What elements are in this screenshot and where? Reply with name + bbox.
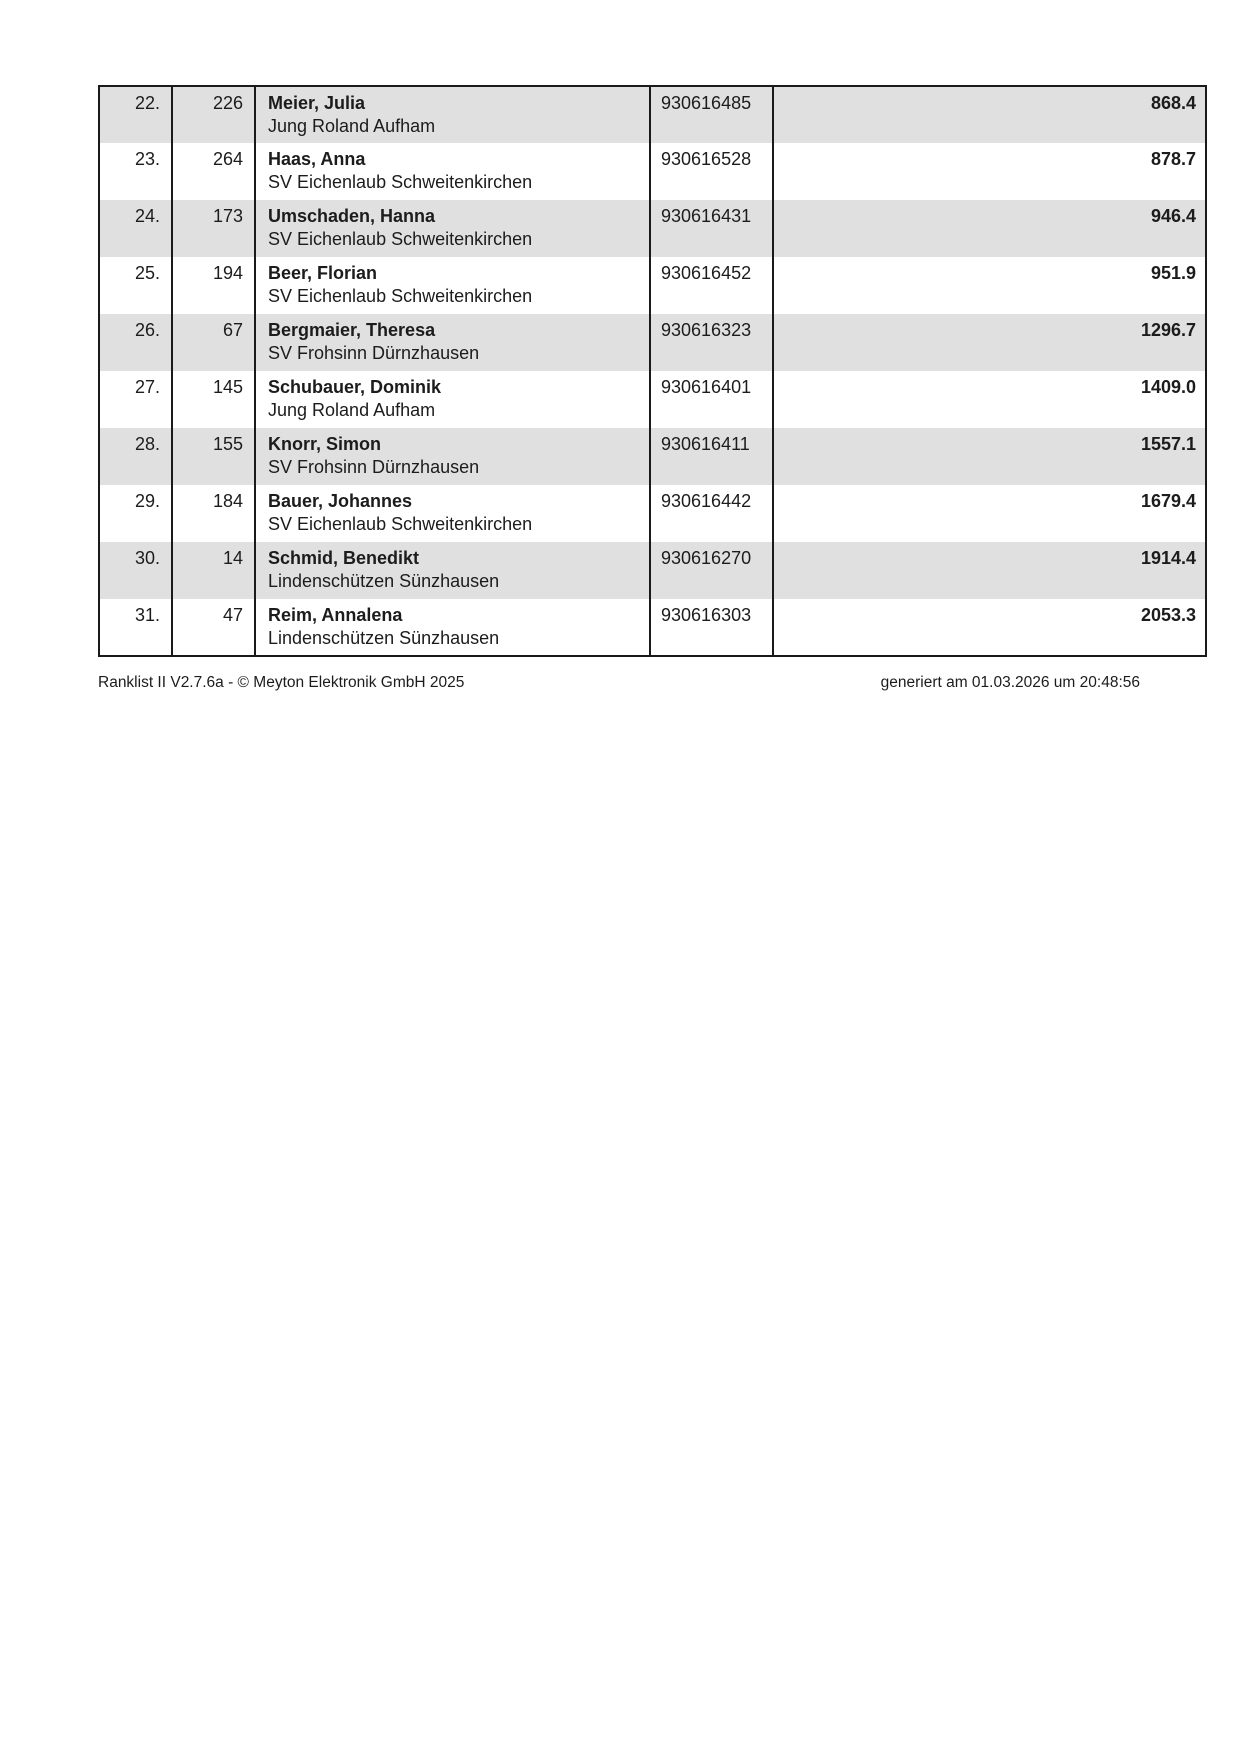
score-cell: 868.4 [773, 86, 1206, 143]
table-row [99, 314, 1206, 371]
score-cell: 946.4 [773, 200, 1206, 257]
ranklist-body [99, 86, 1206, 656]
table-row [99, 542, 1206, 599]
start-number-cell: 155 [172, 428, 255, 485]
rank-cell: 26. [99, 314, 172, 371]
pass-number-cell: 930616485 [650, 86, 773, 143]
club-name: Lindenschützen Sünzhausen [268, 628, 500, 648]
shooter-name: Meier, Julia [268, 93, 366, 113]
rank-cell: 24. [99, 200, 172, 257]
pass-number-cell: 930616442 [650, 485, 773, 542]
shooter-cell [255, 371, 650, 428]
start-number-cell: 67 [172, 314, 255, 371]
club-name: Jung Roland Aufham [268, 116, 436, 136]
club-name: SV Eichenlaub Schweitenkirchen [268, 229, 533, 249]
footer-version-text: Ranklist II V2.7.6a - © Meyton Elektronik GmbH 2025 [98, 674, 465, 691]
shooter-name: Reim, Annalena [268, 605, 403, 625]
shooter-cell [255, 485, 650, 542]
shooter-cell [255, 542, 650, 599]
pass-number-cell: 930616528 [650, 143, 773, 200]
start-number-cell: 226 [172, 86, 255, 143]
pass-number-cell: 930616270 [650, 542, 773, 599]
rank-cell: 22. [99, 86, 172, 143]
footer-generated-text: generiert am 01.03.2026 um 20:48:56 [880, 674, 1140, 691]
table-row [99, 485, 1206, 542]
club-name: SV Frohsinn Dürnzhausen [268, 343, 480, 363]
rank-cell: 28. [99, 428, 172, 485]
shooter-cell [255, 143, 650, 200]
shooter-cell [255, 200, 650, 257]
shooter-name: Haas, Anna [268, 149, 366, 169]
shooter-name: Bauer, Johannes [268, 491, 413, 511]
pass-number-cell: 930616452 [650, 257, 773, 314]
ranklist-table [98, 85, 1207, 657]
table-row [99, 599, 1206, 656]
score-cell: 1296.7 [773, 314, 1206, 371]
pass-number-cell: 930616323 [650, 314, 773, 371]
start-number-cell: 173 [172, 200, 255, 257]
rank-cell: 29. [99, 485, 172, 542]
score-cell: 1557.1 [773, 428, 1206, 485]
table-row [99, 257, 1206, 314]
start-number-cell: 145 [172, 371, 255, 428]
table-row [99, 371, 1206, 428]
start-number-cell: 264 [172, 143, 255, 200]
shooter-name: Beer, Florian [268, 263, 378, 283]
table-row [99, 428, 1206, 485]
pass-number-cell: 930616303 [650, 599, 773, 656]
table-row [99, 143, 1206, 200]
club-name: Jung Roland Aufham [268, 400, 436, 420]
page-footer [98, 674, 1140, 692]
rank-cell: 31. [99, 599, 172, 656]
start-number-cell: 194 [172, 257, 255, 314]
rank-cell: 27. [99, 371, 172, 428]
shooter-cell [255, 257, 650, 314]
pass-number-cell: 930616411 [650, 428, 773, 485]
table-row [99, 86, 1206, 143]
shooter-cell [255, 428, 650, 485]
shooter-cell [255, 86, 650, 143]
club-name: SV Eichenlaub Schweitenkirchen [268, 172, 533, 192]
club-name: SV Frohsinn Dürnzhausen [268, 457, 480, 477]
club-name: Lindenschützen Sünzhausen [268, 571, 500, 591]
shooter-name: Schmid, Benedikt [268, 548, 420, 568]
club-name: SV Eichenlaub Schweitenkirchen [268, 286, 533, 306]
score-cell: 2053.3 [773, 599, 1206, 656]
pass-number-cell: 930616431 [650, 200, 773, 257]
score-cell: 951.9 [773, 257, 1206, 314]
shooter-cell [255, 314, 650, 371]
rank-cell: 23. [99, 143, 172, 200]
shooter-name: Schubauer, Dominik [268, 377, 442, 397]
table-row [99, 200, 1206, 257]
start-number-cell: 184 [172, 485, 255, 542]
rank-cell: 30. [99, 542, 172, 599]
score-cell: 878.7 [773, 143, 1206, 200]
start-number-cell: 47 [172, 599, 255, 656]
pass-number-cell: 930616401 [650, 371, 773, 428]
score-cell: 1409.0 [773, 371, 1206, 428]
shooter-name: Bergmaier, Theresa [268, 320, 436, 340]
score-cell: 1914.4 [773, 542, 1206, 599]
shooter-name: Knorr, Simon [268, 434, 382, 454]
rank-cell: 25. [99, 257, 172, 314]
shooter-name: Umschaden, Hanna [268, 206, 436, 226]
start-number-cell: 14 [172, 542, 255, 599]
score-cell: 1679.4 [773, 485, 1206, 542]
club-name: SV Eichenlaub Schweitenkirchen [268, 514, 533, 534]
shooter-cell [255, 599, 650, 656]
